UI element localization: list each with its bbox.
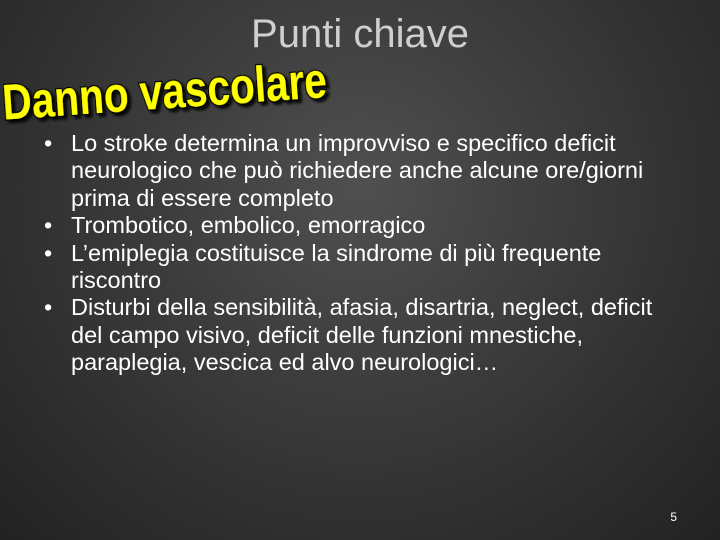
page-number: 5 [670, 510, 677, 524]
bullet-item [44, 240, 684, 295]
bullet-marker: • [44, 294, 53, 321]
bullet-list [44, 130, 684, 377]
bullet-marker: • [44, 239, 53, 266]
bullet-item [44, 130, 684, 212]
slide-title: Punti chiave [251, 12, 469, 56]
bullet-item [44, 294, 684, 376]
bullet-text: Disturbi della sensibilità, afasia, disartria, neglect, deficit del campo visivo, deficit delle funzioni mnestiche, paraplegia, vescica ed alvo neurologici… [71, 294, 653, 376]
wordart-text: Danno vascolare [0, 46, 404, 131]
bullet-text: Lo stroke determina un improvviso e specifico deficit neurologico che può richiedere anche alcune ore/giorni prima di essere completo [71, 130, 644, 211]
bullet-marker: • [44, 212, 53, 239]
wordart-heading [0, 46, 404, 131]
bullet-text: Trombotico, embolico, emorragico [71, 212, 426, 239]
bullet-item [44, 212, 684, 239]
bullet-text: L’emiplegia costituisce la sindrome di più frequente riscontro [71, 239, 602, 294]
bullet-marker: • [44, 130, 53, 156]
